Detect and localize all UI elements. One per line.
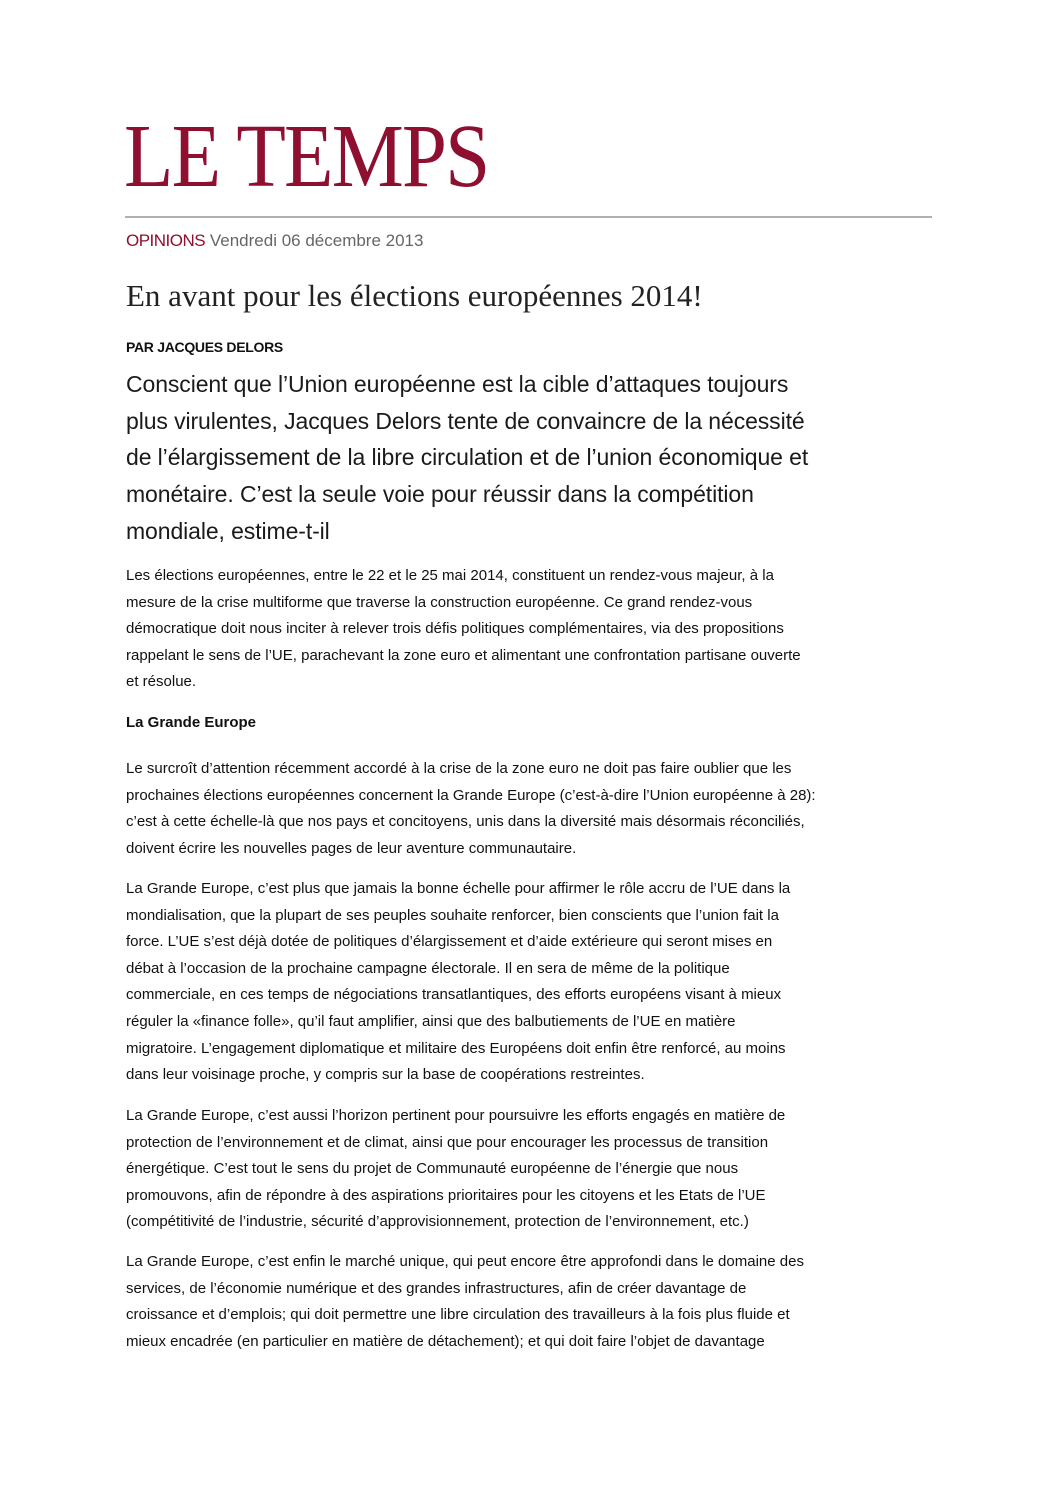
text-line: promouvons, afin de répondre à des aspirations prioritaires pour les citoyens et les Etats de l’UE: [126, 1186, 766, 1204]
byline: PAR JACQUES DELORS: [126, 339, 283, 355]
text-line: réguler la «finance folle», qu’il faut amplifier, ainsi que des balbutiements de l’UE en matière: [126, 1012, 736, 1030]
text-line: Les élections européennes, entre le 22 et le 25 mai 2014, constituent un rendez-vous majeur, à la: [126, 567, 774, 584]
paragraph-5: [126, 1249, 804, 1355]
section-label[interactable]: OPINIONS: [126, 231, 206, 250]
text-line: c’est à cette échelle-là que nos pays et concitoyens, unis dans la diversité mais désormais réconciliés,: [126, 813, 805, 831]
text-line: débat à l’occasion de la prochaine campagne électorale. Il en sera de même de la politique: [126, 959, 730, 977]
text-line: mieux encadrée (en particulier en matière de détachement); et qui doit faire l’objet de davantage: [126, 1332, 765, 1350]
text-line: mondialisation, que la plupart de ses peuples souhaite renforcer, bien conscients que l’union fait la: [126, 906, 779, 924]
text-line: croissance et d’emplois; qui doit permettre une libre circulation des travailleurs à la fois plus fluide et: [126, 1306, 790, 1324]
lead-line: Conscient que l’Union européenne est la cible d’attaques toujours: [126, 371, 789, 397]
text-line: et résolue.: [126, 673, 197, 691]
paragraph-4: [126, 1103, 785, 1236]
le-temps-logo: LE TEMPS: [124, 107, 489, 206]
text-line: démocratique doit nous inciter à relever trois défis politiques complémentaires, via des propositions: [126, 620, 784, 638]
text-line: énergétique. C’est tout le sens du projet de Communauté européenne de l’énergie que nous: [126, 1160, 739, 1178]
text-line: protection de l’environnement et de climat, ainsi que pour encourager les processus de transition: [126, 1133, 769, 1151]
text-line: La Grande Europe, c’est plus que jamais la bonne échelle pour affirmer le rôle accru de l’UE dans la: [126, 880, 791, 897]
subheading: La Grande Europe: [126, 714, 257, 731]
publication-date: Vendredi 06 décembre 2013: [209, 231, 424, 250]
text-line: doivent écrire les nouvelles pages de leur aventure communautaire.: [126, 839, 577, 857]
paragraph-3: [126, 876, 790, 1089]
article-title: En avant pour les élections européennes 2014!: [126, 278, 703, 313]
text-line: Le surcroît d’attention récemment accordé à la crise de la zone euro ne doit pas faire oublier que les: [126, 760, 792, 777]
paragraph-1: [126, 563, 801, 696]
lead-line: monétaire. C’est la seule voie pour réussir dans la compétition: [126, 481, 754, 508]
text-line: (compétitivité de l’industrie, sécurité d’approvisionnement, protection de l’environnement, etc.): [126, 1213, 749, 1231]
text-line: mesure de la crise multiforme que traverse la construction européenne. Ce grand rendez-vous: [126, 593, 753, 611]
paragraph-2: [126, 756, 816, 862]
lead-line: plus virulentes, Jacques Delors tente de convaincre de la nécessité: [126, 407, 805, 434]
text-line: La Grande Europe, c’est enfin le marché unique, qui peut encore être approfondi dans le domaine des: [126, 1253, 804, 1270]
text-line: dans leur voisinage proche, y compris sur la base de coopérations restreintes.: [126, 1066, 645, 1084]
header-divider: [125, 216, 932, 218]
lead-line: mondiale, estime-t-il: [126, 517, 330, 544]
article-lead: [126, 366, 808, 550]
text-line: rappelant le sens de l’UE, parachevant la zone euro et alimentant une confrontation partisane ouverte: [126, 646, 801, 664]
lead-line: de l’élargissement de la libre circulation et de l’union économique et: [126, 444, 809, 471]
text-line: commerciale, en ces temps de négociations transatlantiques, des efforts européens visant à mieux: [126, 986, 782, 1004]
text-line: prochaines élections européennes concernent la Grande Europe (c’est-à-dire l’Union européenne à 28):: [126, 786, 816, 804]
article-meta: [126, 230, 423, 252]
text-line: La Grande Europe, c’est aussi l’horizon pertinent pour poursuivre les efforts engagés en matière de: [126, 1107, 786, 1124]
text-line: force. L’UE s’est déjà dotée de politiques d’élargissement et d’aide extérieure qui seront mises en: [126, 933, 773, 951]
text-line: services, de l’économie numérique et des grandes infrastructures, afin de créer davantage de: [126, 1279, 747, 1297]
text-line: migratoire. L’engagement diplomatique et militaire des Européens doit enfin être renforcé, au moins: [126, 1039, 786, 1057]
